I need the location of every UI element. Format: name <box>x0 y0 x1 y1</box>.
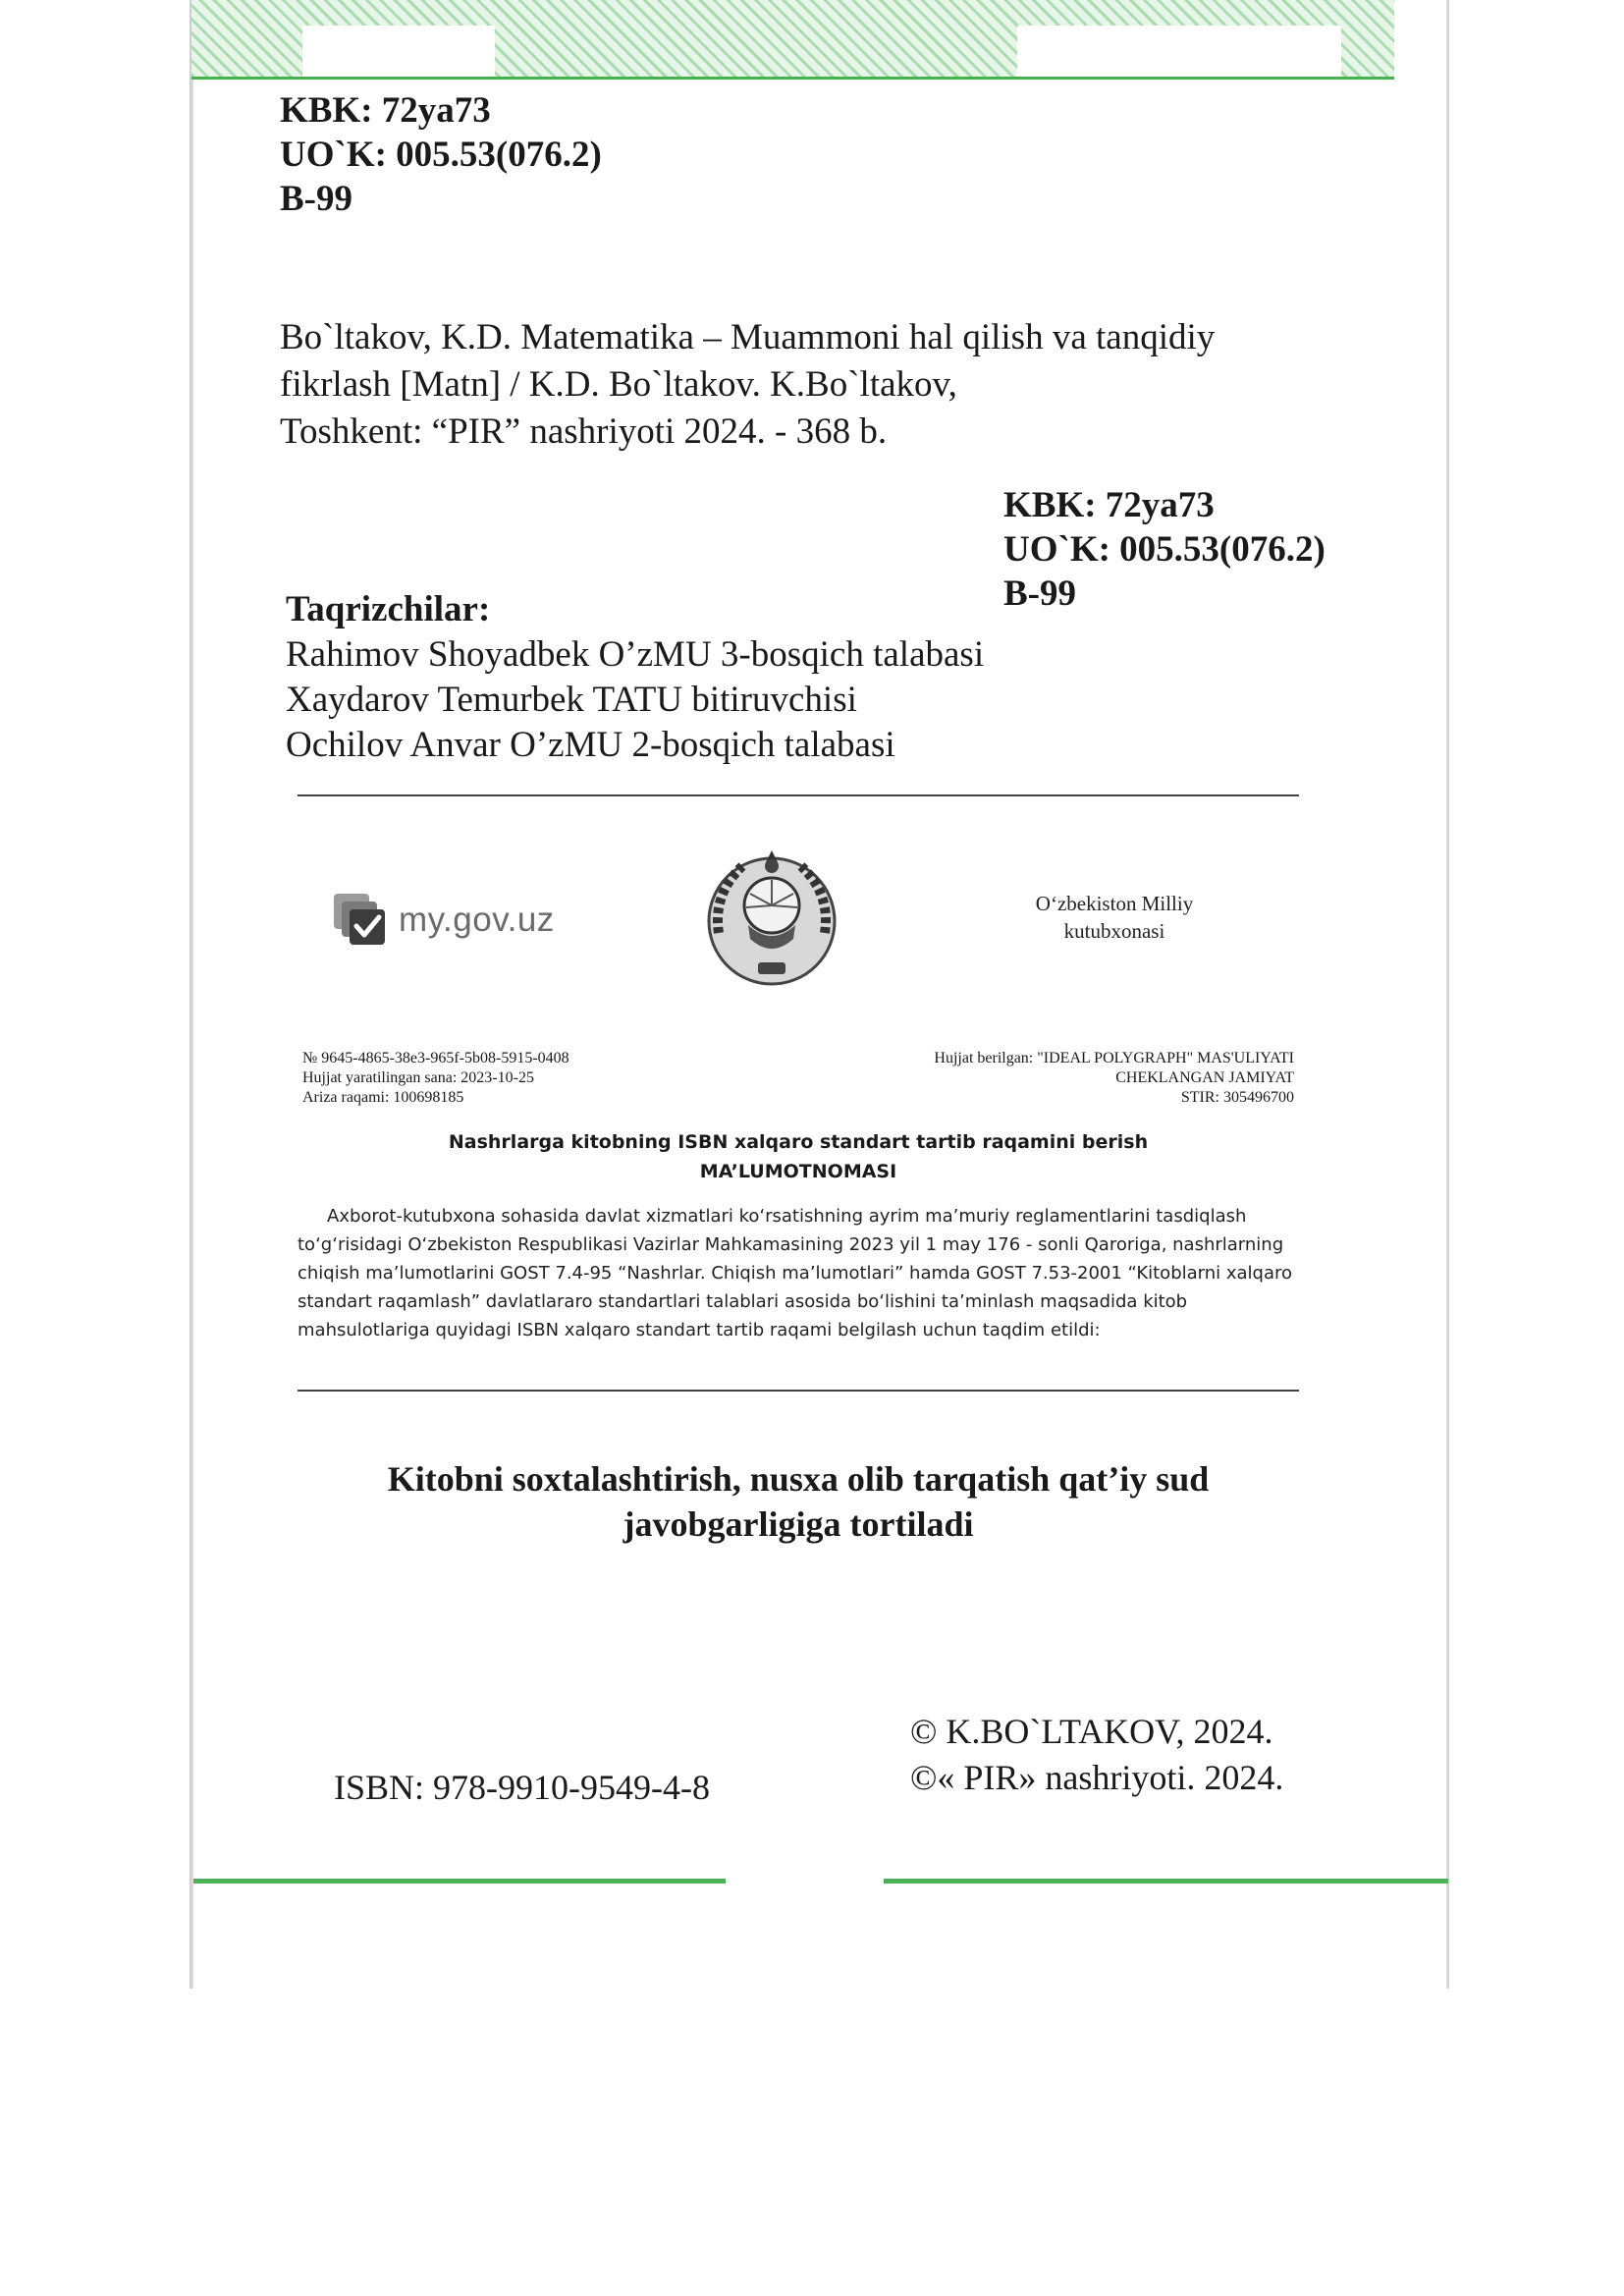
certificate-meta-right <box>844 1049 1294 1108</box>
mygov-logo <box>332 892 555 949</box>
classification-block <box>280 88 602 221</box>
band-cutout <box>1017 26 1341 77</box>
page-edge-left <box>189 0 191 1989</box>
issued-to-cont: CHEKLANGAN JAMIYAT <box>1115 1069 1294 1086</box>
reviewers-title: Taqrizchilar: <box>286 589 491 629</box>
reviewer-item: Xaydarov Temurbek TATU bitiruvchisi <box>286 680 857 720</box>
uok-code: UO`K: 005.53(076.2) <box>1003 529 1326 570</box>
side-classification-block <box>1003 483 1326 616</box>
certificate-title <box>298 1127 1299 1186</box>
divider <box>298 794 1299 796</box>
bottom-green-rule <box>193 1879 726 1884</box>
document-number: № 9645-4865-38e3-965f-5b08-5915-0408 <box>302 1050 569 1066</box>
stir-number: STIR: 305496700 <box>1180 1089 1294 1106</box>
warning-line: Kitobni soxtalashtirish, nusxa olib tarqatish qat’iy sud <box>387 1459 1210 1499</box>
copyright-block <box>910 1709 1283 1801</box>
reviewers-block <box>286 587 984 768</box>
certificate-body: Axborot-kutubxona sohasida davlat xizmatlari ko‘rsatishning ayrim ma’muriy reglamentlarini tasdiqlash to‘g‘risidagi O‘zbekiston Respublikasi Vazirlar Mahkamasining 2023 yil 1 may 176 - sonli Qaroriga, nashrlarning chiqish ma’lumotlarini GOST 7.4-95 “Nashrlar. Chiqish ma’lumotlari” hamda GOST 7.53-2001 “Kitoblarni xalqaro standart raqamlash” davlatlararo standartlari talablari asosida bo‘lishini ta’minlash maqsadida kitob mahsulotlariga quyidagi ISBN xalqaro standart tartib raqami belgilash uchun taqdim etildi: <box>298 1206 1293 1340</box>
divider <box>298 1390 1299 1392</box>
band-cutout <box>302 26 495 77</box>
portal-name: my.gov.uz <box>399 901 555 939</box>
biblio-line: fikrlash [Matn] / K.D. Bo`ltakov. K.Bo`ltakov, <box>280 364 957 405</box>
kbk-code: KBK: 72ya73 <box>1003 485 1215 525</box>
biblio-line: Toshkent: “PIR” nashriyoti 2024. - 368 b. <box>280 411 888 452</box>
national-library-label: O‘zbekiston Milliy kutubxonasi <box>1035 892 1194 943</box>
top-green-rule <box>191 77 1394 80</box>
reviewer-item: Rahimov Shoyadbek O’zMU 3-bosqich talabasi <box>286 634 985 675</box>
reviewer-item: Ochilov Anvar O’zMU 2-bosqich talabasi <box>286 725 895 765</box>
bottom-green-rule <box>884 1879 1448 1884</box>
document-date: Hujjat yaratilingan sana: 2023-10-25 <box>302 1069 534 1086</box>
uok-code: UO`K: 005.53(076.2) <box>280 135 602 175</box>
issued-to: Hujjat berilgan: "IDEAL POLYGRAPH" MAS'ULIYATI <box>934 1050 1294 1066</box>
warning-line: javobgarligiga tortiladi <box>623 1504 974 1544</box>
state-emblem-icon <box>699 845 844 990</box>
application-number: Ariza raqami: 100698185 <box>302 1089 464 1106</box>
page-edge-right <box>1447 0 1449 1989</box>
copyright-publisher: ©« PIR» nashriyoti. 2024. <box>910 1758 1284 1797</box>
copyright-warning <box>298 1456 1299 1547</box>
author-sign: B-99 <box>1003 574 1076 614</box>
isbn-number: ISBN: 978-9910-9549-4-8 <box>334 1768 710 1807</box>
biblio-line: Bo`ltakov, K.D. Matematika – Muammoni hal qilish va tanqidiy <box>280 317 1216 357</box>
bibliographic-record <box>280 314 1360 456</box>
checkbox-logo-icon <box>332 892 389 949</box>
certificate-title-line: MA’LUMOTNOMASI <box>699 1161 897 1182</box>
certificate-meta-left <box>302 1049 569 1108</box>
author-sign: B-99 <box>280 179 352 219</box>
copyright-author: © K.BO`LTAKOV, 2024. <box>910 1712 1273 1751</box>
certificate-title-line: Nashrlarga kitobning ISBN xalqaro standart tartib raqamini berish <box>448 1131 1149 1153</box>
kbk-code: KBK: 72ya73 <box>280 90 491 131</box>
page-sheet <box>191 0 1448 1989</box>
